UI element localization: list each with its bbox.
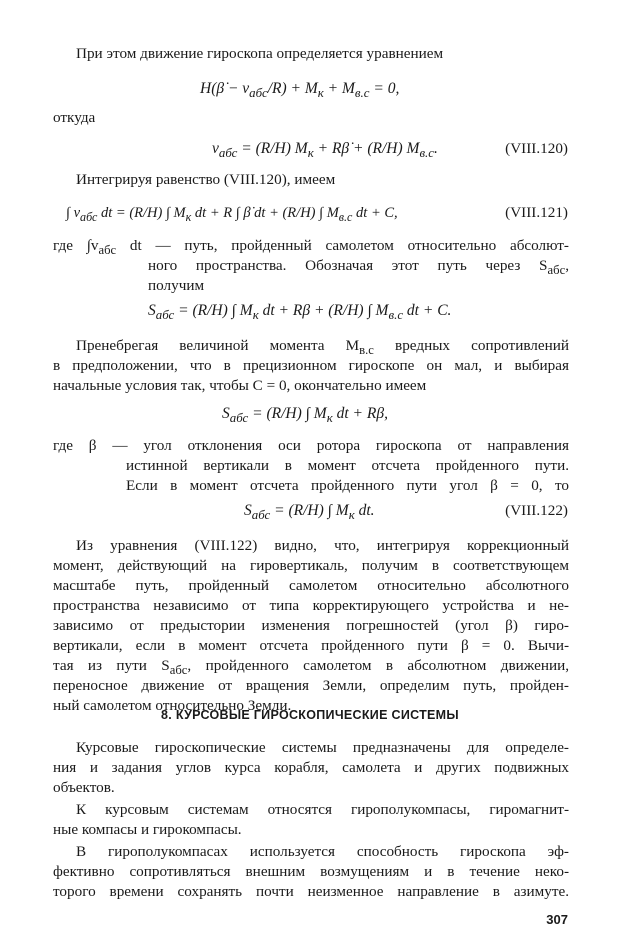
section-heading: 8. КУРСОВЫЕ ГИРОСКОПИЧЕСКИЕ СИСТЕМЫ: [161, 708, 459, 722]
text-line: торого времени сохранять почти неизменное направление в азимуте.: [53, 883, 569, 900]
text-line: ния и задания углов курса корабля, самолета и других подвижных: [53, 759, 569, 776]
equation-number: (VIII.122): [505, 502, 568, 519]
equation: $v_{абс} = (R/H) M_к$ + Rβ̇ + (R/H) $M_{в.с}$.: [212, 140, 438, 161]
text-line: Интегрируя равенство (VIII.120), имеем: [76, 171, 336, 188]
text-line: Пренебрегая величиной момента $M_{в.с}$ вредных сопротивлений: [76, 337, 569, 358]
text-line: переносное движение от вращения Земли, определим путь, пройден-: [53, 677, 569, 694]
text-line: Из уравнения (VIII.122) видно, что, интегрируя коррекционный: [76, 537, 569, 554]
text-line: где $\int v_{абс}$ dt — путь, пройденный самолетом относительно абсолют-: [53, 237, 569, 258]
text-line: начальные условия так, чтобы C = 0, окончательно имеем: [53, 377, 427, 394]
text-line: ные компасы и гирокомпасы.: [53, 821, 242, 838]
text-line: фективно сопротивляться внешним возмущениям и в течение неко-: [53, 863, 569, 880]
equation: $S_{абс} = (R/H)$ ∫ $M_к$ dt.: [244, 502, 375, 523]
equation: H(β̇ − $v_{абс}/R) + M_к + M_{в.с} = 0$,: [200, 80, 400, 101]
text-line: откуда: [53, 109, 96, 126]
text-line: момент, действующий на гировертикаль, получим в соответствующем: [53, 557, 569, 574]
text-line: Курсовые гироскопические системы предназначены для определе-: [76, 739, 569, 756]
text-line: К курсовым системам относятся гирополукомпасы, гиромагнит-: [76, 801, 569, 818]
text-line: истинной вертикали в момент отсчета пройденного пути.: [126, 457, 569, 474]
text-line: получим: [148, 277, 205, 294]
page-number: 307: [546, 912, 568, 927]
text-line: Если в момент отсчета пройденного пути угол β = 0, то: [126, 477, 569, 494]
text-line: При этом движение гироскопа определяется уравнением: [76, 45, 444, 62]
text-line: зависимо от предыстории изменения погрешностей (угол β) гиро-: [53, 617, 569, 634]
text-line: В гирополукомпасах используется способность гироскопа эф-: [76, 843, 569, 860]
equation-number: (VIII.121): [505, 204, 568, 221]
equation: ∫ $v_{абс}$ dt = (R/H) ∫ $M_к$ dt + R ∫ β̇ dt + (R/H) ∫ $M_{в.с}$ dt + C,: [66, 205, 398, 224]
text-line: тая из пути $S_{абс}$, пройденного самолетом в абсолютном движении,: [53, 657, 570, 678]
equation: $S_{абс} = (R/H)$ ∫ $M_к$ dt + Rβ + (R/H) ∫ $M_{в.с}$ dt + C.: [148, 302, 452, 323]
equation-number: (VIII.120): [505, 140, 568, 157]
text-line: вертикали, если в момент отсчета пройденного пути β = 0. Вычи-: [53, 637, 569, 654]
text-line: где β — угол отклонения оси ротора гироскопа от направления: [53, 437, 569, 454]
text-line: в предположении, что в прецизионном гироскопе он мал, и выбирая: [53, 357, 569, 374]
text-line: ный самолетом относительно Земли.: [53, 697, 292, 714]
equation: $S_{абс} = (R/H)$ ∫ $M_к$ dt + Rβ,: [222, 405, 388, 426]
text-line: пространства независимо от типа корректирующего устройства и не-: [53, 597, 569, 614]
text-line: объектов.: [53, 779, 115, 796]
text-line: ного пространства. Обозначая этот путь через $S_{абс}$,: [148, 257, 569, 278]
text-line: масштабе путь, пройденный самолетом относительно абсолютного: [53, 577, 569, 594]
